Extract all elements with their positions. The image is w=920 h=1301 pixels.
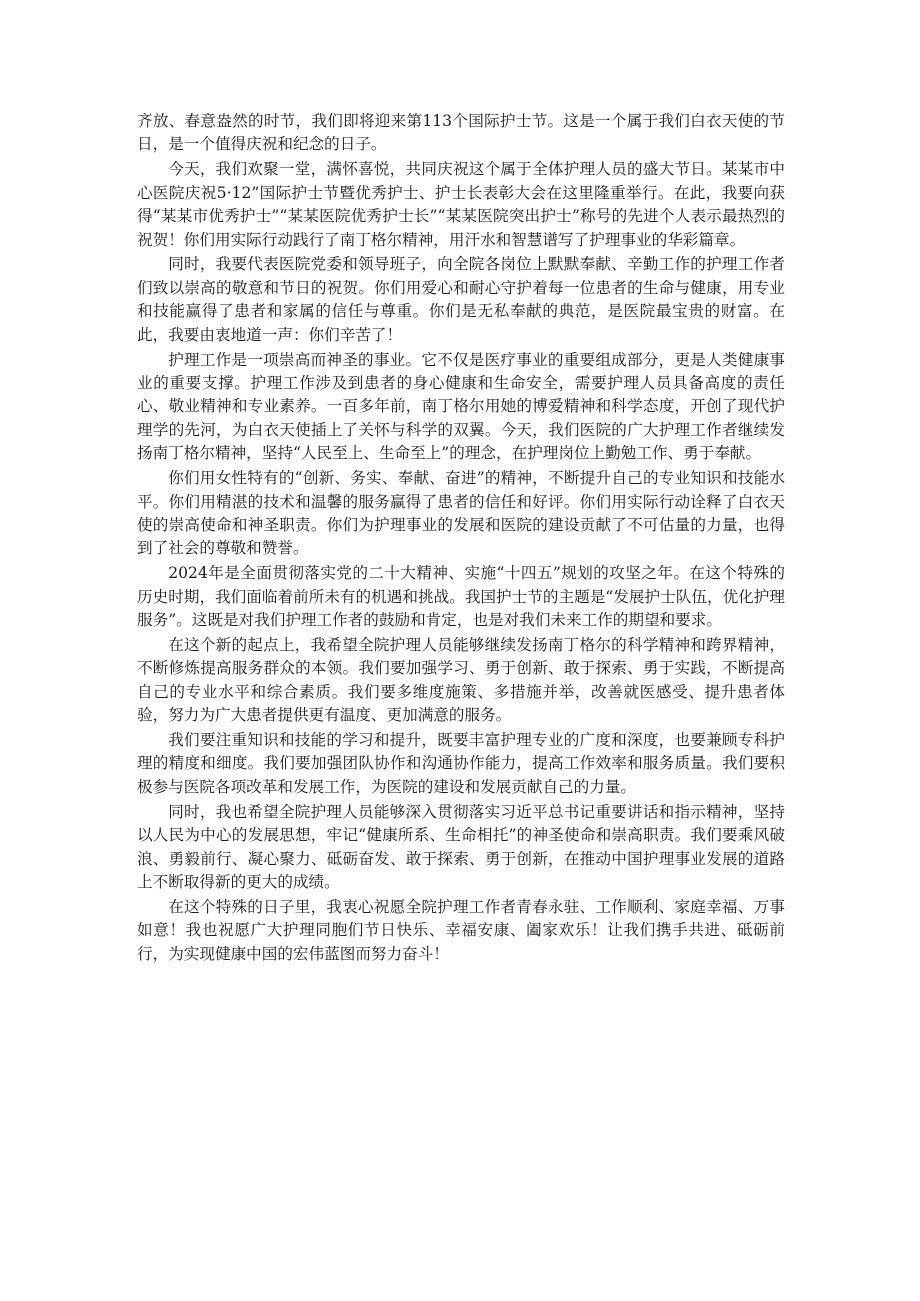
paragraph-9: 同时，我也希望全院护理人员能够深入贯彻落实习近平总书记重要讲话和指示精神，坚持以人民为中心的发展思想，牢记“健康所系、生命相托”的神圣使命和崇高职责。我们要乘风破浪、勇毅前行、凝心聚力、砥砺奋发、敢于探索、勇于创新，在推动中国护理事业发展的道路上不断取得新的更大的成绩。	[137, 802, 785, 891]
paragraph-3: 同时，我要代表医院党委和领导班子，向全院各岗位上默默奉献、辛勤工作的护理工作者们致以崇高的敬意和节日的祝贺。你们用爱心和耐心守护着每一位患者的生命与健康，用专业和技能赢得了患者和家属的信任与尊重。你们是无私奉献的典范，是医院最宝贵的财富。在此，我要由衷地道一声：你们辛苦了！	[137, 255, 785, 344]
paragraph-1: 齐放、春意盎然的时节，我们即将迎来第113个国际护士节。这是一个属于我们白衣天使的节日，是一个值得庆祝和纪念的日子。	[137, 112, 785, 154]
paragraph-7: 在这个新的起点上，我希望全院护理人员能够继续发扬南丁格尔的科学精神和跨界精神，不断修炼提高服务群众的本领。我们要加强学习、勇于创新、敢于探索、勇于实践，不断提高自己的专业水平和综合素质。我们要多维度施策、多措施并举，改善就医感受、提升患者体验，努力为广大患者提供更有温度、更加满意的服务。	[137, 635, 785, 725]
paragraph-5: 你们用女性特有的“创新、务实、奉献、奋进”的精神，不断提升自己的专业知识和技能水平。你们用精湛的技术和温馨的服务赢得了患者的信任和好评。你们用实际行动诠释了白衣天使的崇高使命和神圣职责。你们为护理事业的发展和医院的建设贡献了不可估量的力量，也得到了社会的尊敬和赞誉。	[137, 469, 785, 558]
document-body	[137, 110, 785, 968]
paragraph-8: 我们要注重知识和技能的学习和提升，既要丰富护理专业的广度和深度，也要兼顾专科护理的精度和细度。我们要加强团队协作和沟通协作能力，提高工作效率和服务质量。我们要积极参与医院各项改革和发展工作，为医院的建设和发展贡献自己的力量。	[137, 731, 785, 796]
paragraph-6: 2024年是全面贯彻落实党的二十大精神、实施“十四五”规划的攻坚之年。在这个特殊的历史时期，我们面临着前所未有的机遇和挑战。我国护士节的主题是“发展护士队伍，优化护理服务”。这既是对我们护理工作者的鼓励和肯定，也是对我们未来工作的期望和要求。	[137, 564, 785, 630]
paragraph-2: 今天，我们欢聚一堂，满怀喜悦，共同庆祝这个属于全体护理人员的盛大节日。某某市中心医院庆祝5·12”国际护士节暨优秀护士、护士长表彰大会在这里隆重举行。在此，我要向获得“某某市优秀护士”“某某医院优秀护士长”“某某医院突出护士”称号的先进个人表示最热烈的祝贺！你们用实际行动践行了南丁格尔精神，用汗水和智慧谱写了护理事业的华彩篇章。	[137, 160, 785, 249]
paragraph-10: 在这个特殊的日子里，我衷心祝愿全院护理工作者青春永驻、工作顺利、家庭幸福、万事如意！我也祝愿广大护理同胞们节日快乐、幸福安康、阖家欢乐！让我们携手共进、砥砺前行，为实现健康中国的宏伟蓝图而努力奋斗！	[137, 897, 785, 963]
paragraph-4: 护理工作是一项崇高而神圣的事业。它不仅是医疗事业的重要组成部分，更是人类健康事业的重要支撑。护理工作涉及到患者的身心健康和生命安全，需要护理人员具备高度的责任心、敬业精神和专业素养。一百多年前，南丁格尔用她的博爱精神和科学态度，开创了现代护理学的先河，为白衣天使插上了关怀与科学的双翼。今天，我们医院的广大护理工作者继续发扬南丁格尔精神，坚持“人民至上、生命至上”的理念，在护理岗位上勤勉工作、勇于奉献。	[137, 350, 785, 463]
